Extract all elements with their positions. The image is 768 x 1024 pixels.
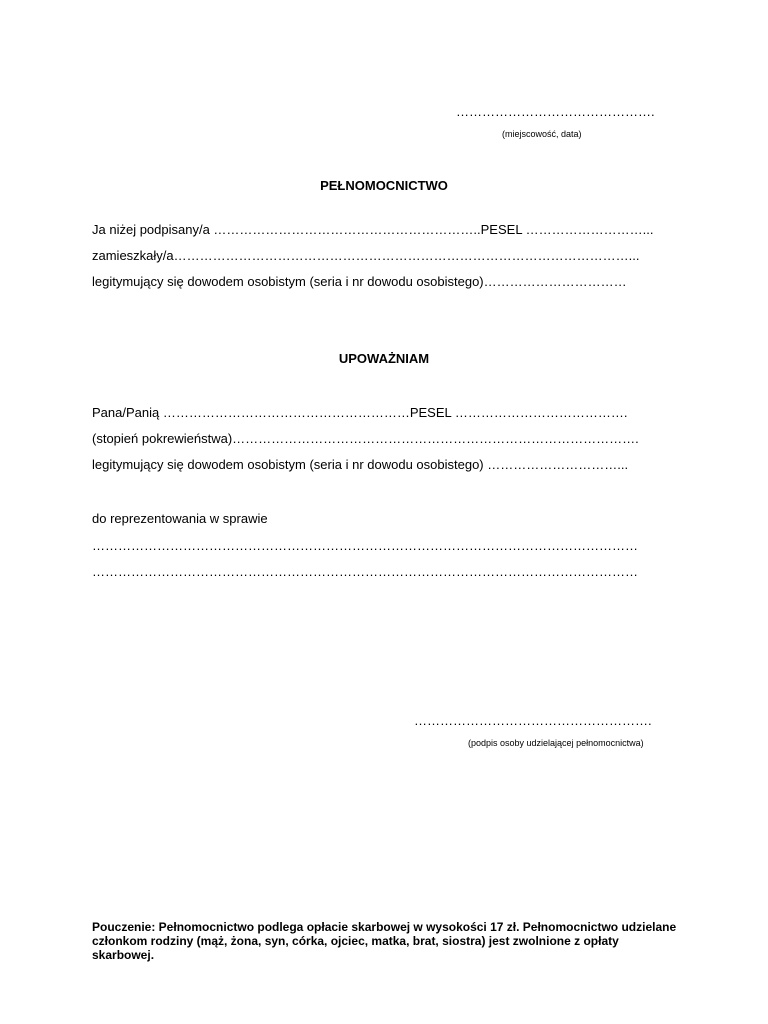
matter-line-2: ……………………………………………………………………………………………………………… [92, 564, 638, 579]
signature-caption: (podpis osoby udzielającej pełnomocnictwa) [468, 738, 644, 748]
matter-line-1: ……………………………………………………………………………………………………………… [92, 538, 638, 553]
grantee-name-line: Pana/Panią …………………………………………………PESEL …………………………………. [92, 405, 628, 420]
grantee-id-line: legitymujący się dowodem osobistym (seria i nr dowodu osobistego) …………………………... [92, 457, 629, 472]
grantee-relation-line: (stopień pokrewieństwa)…………………………………………………………………………………. [92, 431, 639, 446]
grantor-id-line: legitymujący się dowodem osobistym (seria i nr dowodu osobistego)…………………………… [92, 274, 627, 289]
signature-field: ………………………………………………. [414, 713, 652, 728]
place-date-field: ………………………………………. [456, 104, 655, 119]
authorize-heading: UPOWAŻNIAM [338, 351, 430, 366]
grantor-name-line: Ja niżej podpisany/a ……………………………………………………..PESEL ………………………... [92, 222, 654, 237]
matter-label: do reprezentowania w sprawie [92, 511, 268, 526]
place-date-caption: (miejscowość, data) [502, 129, 582, 139]
document-title: PEŁNOMOCNICTWO [320, 178, 448, 193]
fee-note: Pouczenie: Pełnomocnictwo podlega opłacie skarbowej w wysokości 17 zł. Pełnomocnictwo udzielane członkom rodziny (mąż, żona, syn, córka, ojciec, matka, brat, siostra) jest zwolnione z opłaty skarbowej. [92, 920, 677, 962]
grantor-address-line: zamieszkały/a……………………………………………………………………………………………... [92, 248, 640, 263]
